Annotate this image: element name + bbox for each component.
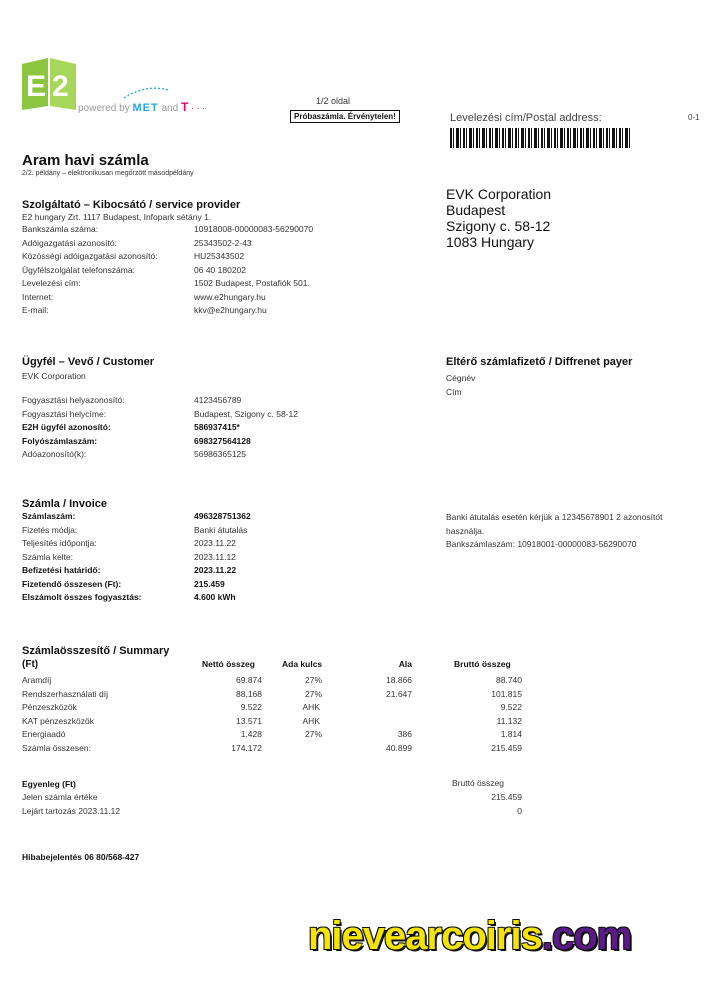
summary-unit: (Ft) — [22, 659, 39, 670]
summary-total-row — [22, 743, 532, 756]
postal-label: Levelezési cím/Postal address: — [450, 112, 602, 124]
provider-row-value: 06 40 180202 — [194, 264, 246, 275]
invoice-subtitle: 2/2. példány – elektronikusan megőrzött másodpéldány — [22, 170, 194, 177]
payer-title: Eltérő számlafizető / Diffrenet payer — [446, 356, 633, 368]
summary-row-label: Számla összesen: — [22, 742, 91, 753]
payer-address-label: Cím — [446, 387, 462, 397]
invoice-row-label: Teljesítés időpontja: — [22, 538, 97, 548]
summary-row-tax: 21.647 — [386, 688, 412, 699]
customer-row-label: Fogyasztási helyazonosító: — [22, 395, 125, 405]
recipient-street: Szigony c. 58-12 — [446, 218, 551, 234]
e2-logo — [18, 56, 80, 112]
balance-row-value: 215.459 — [491, 792, 522, 802]
svg-text:2: 2 — [52, 70, 69, 103]
bank-note-line: Bankszámlaszám: 10918001-00000083-56290070 — [446, 539, 637, 549]
watermark — [308, 914, 631, 959]
provider-row-value: HU25343502 — [194, 251, 245, 261]
recipient-city: Budapest — [446, 202, 506, 218]
fault-report-phone: Hibabejelentés 06 80/568-427 — [22, 852, 140, 862]
summary-row-tax: 18.866 — [386, 675, 412, 685]
provider-row-value: 25343502-2-43 — [194, 237, 252, 248]
summary-row-tax: 386 — [397, 729, 412, 739]
watermark-part-a: nieve — [308, 914, 406, 958]
met-brand: MET — [132, 102, 159, 114]
invoice-row-label: Számlaszám: — [22, 511, 76, 521]
summary-row — [22, 675, 532, 688]
svg-text:E: E — [26, 70, 47, 103]
invoice-row-value: 2023.11.22 — [194, 538, 236, 548]
summary-col-tax: Ala — [398, 659, 412, 669]
invoice-row-label: Fizetés módja: — [22, 524, 78, 535]
summary-row-label: KAT pénzeszközök — [22, 715, 94, 726]
summary-row — [22, 689, 532, 702]
provider-company: E2 hungary Zrt. 1117 Budapest, Infopark sétány 1. — [22, 212, 212, 222]
telekom-t: T — [180, 100, 189, 114]
barcode — [450, 128, 630, 148]
recipient-zip-country: 1083 Hungary — [446, 234, 534, 250]
trial-stamp: Próbaszámla. Érvénytelen! — [290, 110, 400, 123]
provider-title: Szolgáltató – Kibocsátó / service provider — [22, 199, 241, 211]
invoice-row-label: Számla kelte: — [22, 551, 74, 562]
summary-row-label: Pénzeszközök — [22, 702, 77, 712]
provider-row-label: Ügyfélszolgálat telefonszáma: — [22, 264, 135, 275]
summary-col-rate: Ada kulcs — [282, 659, 323, 669]
balance-row-label: Lejárt tartozás 2023.11.12 — [22, 806, 121, 816]
customer-name: EVK Corporation — [22, 371, 86, 381]
invoice-rows — [22, 511, 422, 611]
provider-row-label: E-mail: — [22, 305, 49, 315]
summary-row-brutto: 11.132 — [496, 715, 522, 726]
balance-row — [22, 792, 532, 805]
balance-row-label: Jelen számla értéke — [22, 792, 98, 802]
balance-title: Egyenleg (Ft) — [22, 779, 76, 789]
provider-row-label: Levelezési cím: — [22, 278, 81, 288]
customer-rows — [22, 395, 422, 465]
page-indicator: 1/2 oldal — [316, 96, 351, 106]
summary-row-netto: 88.168 — [236, 688, 262, 699]
summary-row — [22, 702, 532, 715]
provider-row-label: Közösségi adóigazgatási azonosító: — [22, 251, 158, 261]
balance-row-value: 0 — [517, 806, 522, 816]
invoice-row-label: Befizetési határidő: — [22, 565, 101, 575]
customer-row-value: 4123456789 — [194, 395, 242, 405]
postal-code-right: 0-1 — [688, 113, 700, 122]
summary-row-netto: 174.172 — [231, 742, 262, 753]
summary-row — [22, 716, 532, 729]
summary-row — [22, 729, 532, 742]
recipient-name: EVK Corporation — [446, 186, 552, 202]
total-consumption: 4.600 kWh — [194, 592, 236, 602]
summary-row-netto: 69.874 — [236, 675, 262, 685]
total-payable: 215.459 — [194, 578, 225, 589]
provider-email-link[interactable]: kkv@e2hungary.hu — [194, 305, 267, 315]
provider-row-value: 1502 Budapest, Postafiók 501. — [194, 278, 310, 288]
provider-row-label: Internet: — [22, 291, 54, 302]
e2-logo-icon — [18, 56, 80, 112]
summary-row-rate: 27% — [304, 688, 322, 699]
watermark-part-b: arcoiris — [405, 914, 542, 958]
invoice-row-label: Fizetendő összesen (Ft): — [22, 578, 122, 589]
customer-row-label: Fogyasztási helycíme: — [22, 408, 107, 419]
powered-by-text: powered by — [78, 103, 130, 114]
invoice-number: 496328751362 — [194, 511, 251, 521]
telekom-dots: · · · — [191, 103, 206, 113]
recipient-address — [446, 186, 551, 250]
customer-row-value: Budapest, Szigony c. 58-12 — [194, 408, 298, 419]
provider-row-label: Adóigazgatási azonosító: — [22, 237, 117, 248]
provider-rows — [22, 224, 422, 324]
invoice-section-title: Számla / Invoice — [22, 498, 107, 510]
bank-note — [446, 511, 714, 552]
and-text: and — [161, 103, 179, 114]
customer-row-label: E2H ügyfél azonosító: — [22, 422, 111, 432]
bank-note-line: Banki átutalás esetén kérjük a 12345678901 2 azonosítót — [446, 512, 663, 522]
summary-row-rate: AHK — [302, 702, 320, 712]
provider-row-value: 10918008-00000083-56290070 — [194, 224, 314, 234]
summary-row-rate: 27% — [304, 675, 322, 685]
due-date: 2023.11.22 — [194, 565, 237, 575]
summary-row-rate: AHK — [302, 715, 320, 726]
summary-row-brutto: 88.740 — [496, 675, 522, 685]
customer-row-value: 698327564128 — [194, 435, 251, 446]
summary-row-netto: 1.428 — [240, 729, 262, 739]
summary-title: Számlaösszesítő / Summary — [22, 645, 170, 657]
payer-name-label: Cégnév — [446, 373, 476, 383]
summary-row-netto: 13.571 — [236, 715, 262, 726]
balance-header: Bruttó összeg — [452, 778, 504, 788]
summary-col-brutto: Bruttó összeg — [454, 659, 511, 669]
summary-row-label: Aramdíj — [22, 675, 52, 685]
customer-row-value: 586937415* — [194, 422, 240, 432]
provider-website-link[interactable]: www.e2hungary.hu — [194, 291, 266, 302]
summary-row-label: Energiaadó — [22, 729, 66, 739]
summary-col-netto: Nettó összeg — [202, 659, 255, 669]
summary-row-rate: 27% — [304, 729, 322, 739]
watermark-part-c: .com — [541, 914, 632, 958]
summary-row-label: Rendszerhasználati díj — [22, 688, 108, 699]
invoice-title: Aram havi számla — [22, 152, 149, 169]
summary-row-brutto: 101.815 — [491, 688, 522, 699]
invoice-row-value: 2023.11.12 — [194, 551, 236, 562]
summary-row-netto: 9.522 — [240, 702, 262, 712]
bank-note-line: használja. — [446, 525, 485, 536]
customer-row-label: Adóazonosító(k): — [22, 449, 87, 459]
summary-row-brutto: 9.522 — [500, 702, 522, 712]
summary-row-brutto: 215.459 — [491, 742, 522, 753]
customer-title: Ügyfél – Vevő / Customer — [22, 356, 155, 368]
balance-row — [22, 806, 532, 819]
customer-row-label: Folyószámlaszám: — [22, 435, 98, 446]
summary-row-brutto: 1.814 — [500, 729, 522, 739]
summary-row-tax: 40.899 — [386, 742, 412, 753]
met-swoosh-icon — [122, 86, 170, 100]
invoice-row-value: Banki átutalás — [194, 524, 248, 535]
met-swoosh — [122, 86, 170, 105]
customer-row-value: 56986365125 — [194, 449, 247, 459]
summary-header-row — [22, 659, 532, 672]
provider-row-label: Bankszámla száma: — [22, 224, 99, 234]
invoice-row-label: Elszámolt összes fogyasztás: — [22, 592, 142, 602]
